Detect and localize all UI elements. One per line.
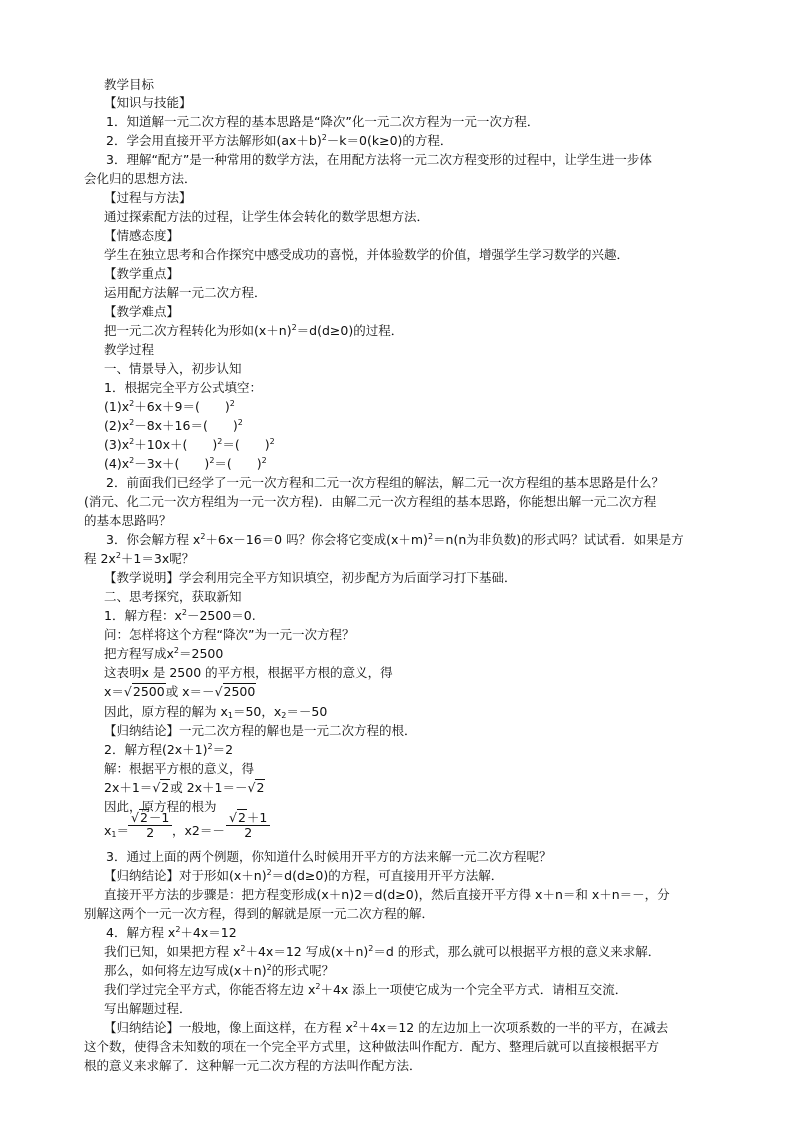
sqrt-2-a: √2 <box>152 780 170 795</box>
sqrt-2500-a: √2500 <box>123 684 165 699</box>
question-when-to-use: 3．通过上面的两个例题，你知道什么时候用开平方的方法来解一元二次方程呢？ <box>106 849 552 864</box>
goal-3-cont: 会化归的思想方法． <box>84 171 197 186</box>
question-3-cont: 程 $2x^2+1=3x$呢？ <box>84 551 195 566</box>
teaching-note-1: 【教学说明】学会利用完全平方知识填空，初步配方为后面学习打下基础． <box>104 570 517 585</box>
example-4-intro: 我们已知，如果把方程 $x^2+4x=12$ 写成$(x+n)^2=d$ 的形式，那么就可以根据平方根的意义来求解． <box>104 944 661 959</box>
fill-3: $(3)x^2+10x+$( )$^2$＝( )$^2$ <box>104 437 275 452</box>
example-1-solution: 因此，原方程的解为 $x_1=50$，$x_2=-50$ <box>104 704 328 720</box>
conclusion-3-cont-b: 根的意义来求解了．这种解一元二次方程的方法叫作配方法． <box>84 1058 422 1073</box>
conclusion-1: 【归纳结论】一元二次方程的解也是一元二次方程的根． <box>104 723 417 738</box>
example-2-step-1: 解：根据平方根的意义，得 <box>104 761 255 776</box>
section-difficulties: 【教学难点】 <box>104 304 180 319</box>
part-1-title: 一、情景导入，初步认知 <box>104 361 242 376</box>
method-steps-cont: 别解这两个一元一次方程，得到的解就是原一元二次方程的解． <box>84 906 435 921</box>
key-points-text: 运用配方法解一元二次方程． <box>104 285 267 300</box>
question-2-cont-a: (消元、化二元一次方程组为一元一次方程)．由解二元一次方程组的基本思路，你能想出解一元二次方程 <box>84 494 657 509</box>
example-2-roots-x1-label: $x_1=$ <box>104 823 130 839</box>
sqrt-2-b: √2 <box>247 780 265 795</box>
heading-teaching-goals: 教学目标 <box>104 77 155 92</box>
example-1-step-3: x＝√2500或 x＝－√2500 <box>104 684 256 699</box>
example-1: 1．解方程：$x^2-2500=0$. <box>104 608 256 623</box>
section-process-methods: 【过程与方法】 <box>104 190 192 205</box>
sqrt-2500-b: √2500 <box>214 684 256 699</box>
example-1-question: 问：怎样将这个方程“降次”为一元一次方程？ <box>104 627 355 642</box>
section-attitude: 【情感态度】 <box>104 228 180 243</box>
fill-2: $(2)x^2-8x+16=$( )$^2$ <box>104 418 243 433</box>
fraction-root-2: $\frac{√2+1}{2}$ <box>226 811 270 840</box>
heading-teaching-process: 教学过程 <box>104 342 155 357</box>
process-text: 通过探索配方法的过程，让学生体会转化的数学思想方法． <box>104 209 430 224</box>
example-4-hint: 我们学过完全平方式，你能否将左边 $x^2+4x$ 添上一项使它成为一个完全平方式．请相互交流． <box>104 982 628 997</box>
example-2-step-2: 2x＋1＝√2或 2x＋1＝－√2 <box>104 780 265 795</box>
question-1: 1．根据完全平方公式填空： <box>104 380 262 395</box>
example-4-task: 写出解题过程． <box>104 1001 192 1016</box>
example-1-step-1: 把方程写成$x^2=2500$ <box>104 646 224 661</box>
method-steps: 直接开平方法的步骤是：把方程变形成(x＋n)2＝d(d≥0)，然后直接开平方得 x＋n＝和 x＋n＝－，分 <box>104 887 670 902</box>
question-3: 3．你会解方程 $x^2+6x-16=0$ 吗？你会将它变成$(x+m)^2=n(n$为非负数)的形式吗？试试看．如果是方 <box>106 532 684 547</box>
section-knowledge-skills: 【知识与技能】 <box>104 95 192 110</box>
section-key-points: 【教学重点】 <box>104 266 180 281</box>
fill-4: $(4)x^2-3x+$( )$^2$＝( )$^2$ <box>104 456 267 471</box>
conclusion-3: 【归纳结论】一般地，像上面这样，在方程 $x^2+4x=12$ 的左边加上一次项系数的一半的平方，在减去 <box>104 1020 669 1035</box>
example-2: 2．解方程$(2x+1)^2=2$ <box>104 742 234 757</box>
goal-3: 3．理解“配方”是一种常用的数学方法，在用配方法将一元二次方程变形的过程中，让学生进一步体 <box>106 152 652 167</box>
part-2-title: 二、思考探究，获取新知 <box>104 589 242 604</box>
goal-2: 2．学会用直接开平方法解形如$(ax+b)^2-k=0(k\ge 0)$的方程． <box>106 133 453 148</box>
example-2-step-3: 因此，原方程的根为 <box>104 799 217 814</box>
goal-1: 1．知道解一元二次方程的基本思路是“降次”化一元二次方程为一元一次方程． <box>106 114 540 129</box>
fraction-root-1: $\frac{√2-1}{2}$ <box>128 811 172 840</box>
fill-1: $(1)x^2+6x+9=$( )$^2$ <box>104 399 235 414</box>
question-2: 2．前面我们已经学了一元一次方程和二元一次方程组的解法，解二元一次方程组的基本思路是什么？ <box>106 475 664 490</box>
example-2-roots-x2-label: ，x2＝－ <box>172 823 225 838</box>
difficulties-text: 把一元二次方程转化为形如$(x+n)^2=d(d\ge 0)$的过程． <box>104 323 404 338</box>
example-1-step-2: 这表明x 是 2500 的平方根，根据平方根的意义，得 <box>104 665 393 680</box>
conclusion-2: 【归纳结论】对于形如$(x+n)^2=d(d\ge 0)$的方程，可直接用开平方法解． <box>104 868 504 883</box>
example-4-question: 那么，如何将左边写成$(x+n)^2$的形式呢？ <box>104 963 335 978</box>
question-2-cont-b: 的基本思路吗？ <box>84 513 172 528</box>
attitude-text: 学生在独立思考和合作探究中感受成功的喜悦，并体验数学的价值，增强学生学习数学的兴趣． <box>104 247 630 262</box>
conclusion-3-cont-a: 这个数，使得含未知数的项在一个完全平方式里，这种做法叫作配方．配方、整理后就可以直接根据平方 <box>84 1039 660 1054</box>
example-4: 4．解方程 $x^2+4x=12$ <box>106 925 237 940</box>
